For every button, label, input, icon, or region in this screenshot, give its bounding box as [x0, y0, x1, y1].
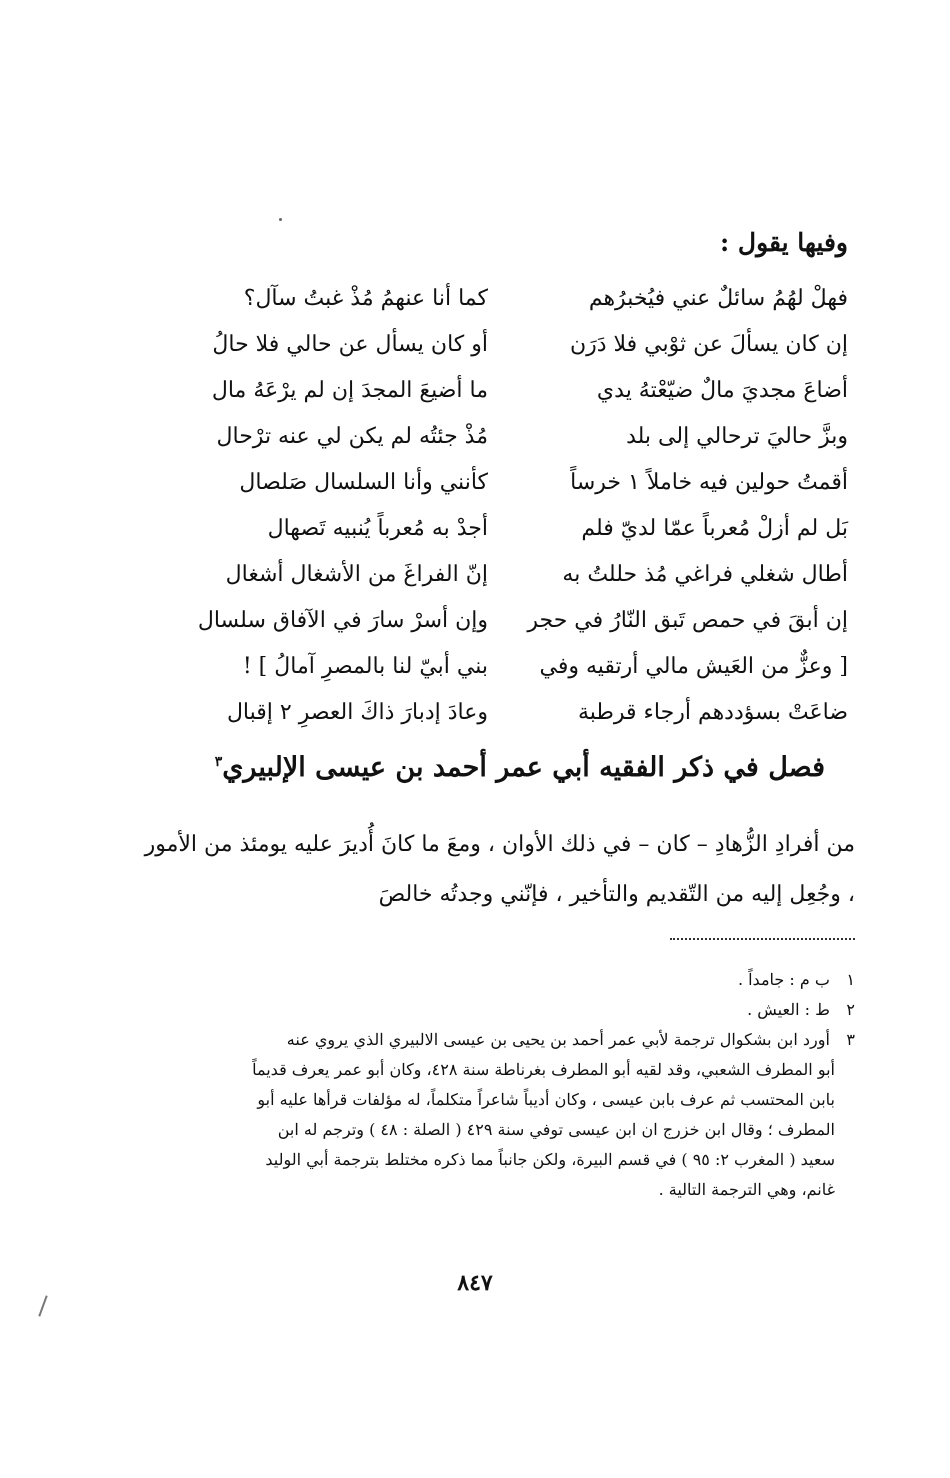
verse-line — [188, 322, 848, 368]
verse-line — [188, 690, 848, 736]
footnote-text: ب م : جامداً . — [737, 970, 830, 989]
verse-second-hemistich: ما أضيعَ المجدَ إن لم يرْعَهُ مال — [211, 378, 488, 403]
footnote-continuation: المطرف ؛ وقال ابن خزرج ان ابن عيسى توفي سنة ٤٢٩ ( الصلة : ٤٨ ) وترجم له ابن — [277, 1120, 835, 1139]
verse-first-hemistich: إن أبقَ في حمص تَبق النّارُ في حجر — [527, 608, 848, 633]
verse-first-hemistich: [ وعزٌّ من العَيش مالي أرتقيه وفي — [539, 654, 848, 679]
verse-second-hemistich: أجدْ به مُعرباً يُنبيه تَصهال — [267, 516, 488, 541]
verse-line — [188, 644, 848, 690]
footnote-continuation: سعيد ( المغرب ٢: ٩٥ ) في قسم البيرة، ولكن جانباً مما ذكره مختلط بترجمة أبي الوليد — [265, 1150, 835, 1169]
footnote-divider — [670, 938, 855, 940]
verse-line — [188, 276, 848, 322]
verse-second-hemistich: كما أنا عنهمُ مُذْ غبتُ سآل؟ — [243, 286, 488, 311]
verse-line — [188, 552, 848, 598]
footnote-continuation: أبو المطرف الشعبي، وقد لقيه أبو المطرف بغرناطة سنة ٤٢٨، وكان أبو عمر يعرف قديماً — [252, 1060, 835, 1079]
footnote-number: ٣ — [846, 1030, 855, 1049]
footnote-number: ٢ — [846, 1000, 855, 1019]
verse-second-hemistich: كأنني وأنا السلسال صَلصال — [239, 470, 488, 495]
verse-first-hemistich: أطال شغلي فراغي مُذ حللتُ به — [562, 562, 848, 587]
verse-first-hemistich: أضاعَ مجديَ مالٌ ضيّعْتهُ يدي — [596, 378, 848, 403]
section-title — [215, 752, 825, 783]
footnote-text: أورد ابن بشكوال ترجمة لأبي عمر أحمد بن يحيى بن عيسى الالبيري الذي يروي عنه — [286, 1030, 830, 1049]
verse-first-hemistich: وبزَّ حاليَ ترحالي إلى بلد — [626, 424, 848, 449]
verse-intro: وفيها يقول : — [719, 228, 848, 257]
verse-first-hemistich: إن كان يسألَ عن ثوْبي فلا دَرَن — [569, 332, 848, 357]
footnote — [155, 1025, 855, 1055]
footnote-continuation: بابن المحتسب ثم عرف بابن عيسى ، وكان أديباً شاعراً متكلماً، له مؤلفات قرأها عليه أبو — [257, 1090, 835, 1109]
verse-line — [188, 460, 848, 506]
verse-second-hemistich: بني أبيّ لنا بالمصرِ آمالُ ] ! — [242, 654, 488, 679]
body-paragraph: من أفرادِ الزُّهادِ – كان – في ذلك الأوان ، ومعَ ما كانَ أُديرَ عليه يومئذ من الأمور ، وجُعِل إليه من التّقديم والتأخير ، فإنّني وجدتُه خالصَ — [144, 832, 855, 907]
verse-line — [188, 506, 848, 552]
section-title-text: فصل في ذكر الفقيه أبي عمر أحمد بن عيسى الإلبيري — [222, 752, 825, 783]
poem — [188, 276, 848, 736]
verse-first-hemistich: أقمتُ حولين فيه خاملاً ١ خرساً — [570, 470, 848, 495]
verse-first-hemistich: فهلْ لهُمُ سائلٌ عني فيُخبرُهم — [588, 286, 848, 311]
footnote-ref: ٣ — [214, 754, 223, 770]
footnote — [155, 965, 855, 995]
stray-dot — [279, 218, 282, 221]
margin-mark — [38, 1295, 47, 1316]
footnote-text: ط : العيش . — [747, 1000, 830, 1019]
verse-second-hemistich: وعادَ إدبارَ ذاكَ العصرِ ٢ إقبال — [226, 700, 488, 725]
verse-line — [188, 414, 848, 460]
footnote-number: ١ — [846, 970, 855, 989]
page-number: ٨٤٧ — [457, 1270, 493, 1296]
verse-line — [188, 368, 848, 414]
verse-second-hemistich: أو كان يسأل عن حالي فلا حالُ — [212, 332, 488, 357]
verse-first-hemistich: ضاعَتْ بسؤددهم أرجاء قرطبة — [577, 700, 848, 725]
footnotes — [155, 965, 855, 1205]
footnote — [155, 995, 855, 1025]
verse-second-hemistich: مُذْ جئتُه لم يكن لي عنه ترْحال — [216, 424, 488, 449]
verse-second-hemistich: إنّ الفراغَ من الأشغال أشغال — [225, 562, 488, 587]
verse-line — [188, 598, 848, 644]
verse-second-hemistich: وإن أسرْ سارَ في الآفاق سلسال — [197, 608, 488, 633]
verse-first-hemistich: بَل لم أزلْ مُعرباً عمّا لديّ فلم — [581, 516, 848, 541]
footnote-continuation: غانم، وهي الترجمة التالية . — [658, 1180, 835, 1199]
